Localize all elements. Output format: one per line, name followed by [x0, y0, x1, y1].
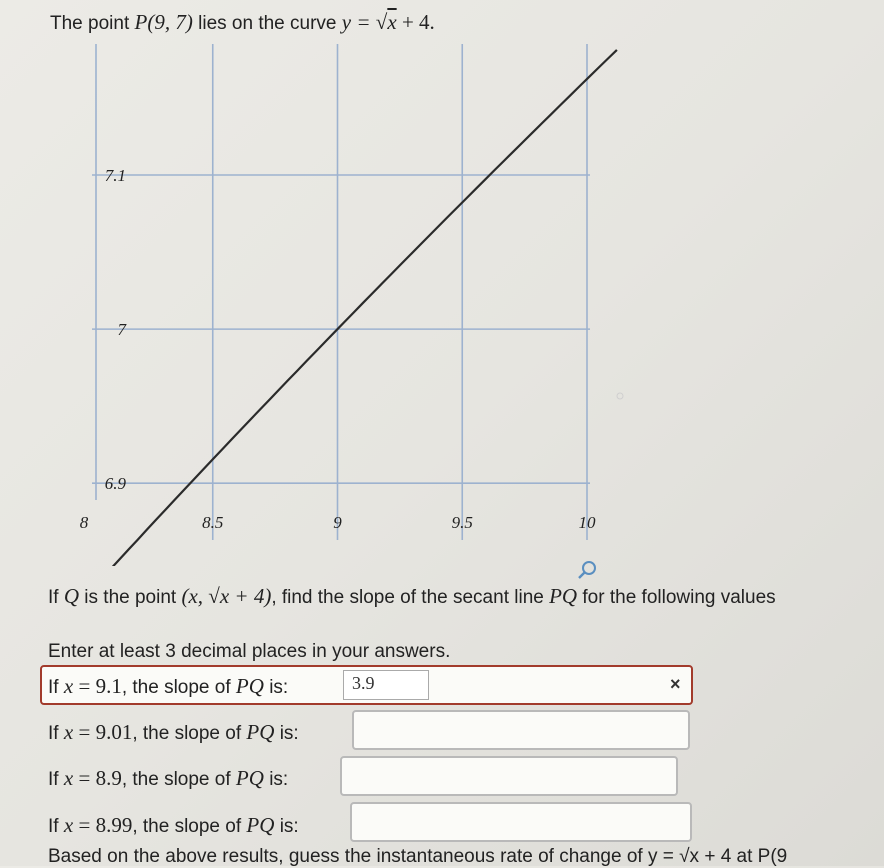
row-1-eq: = — [78, 674, 91, 698]
row-4-value: 8.99 — [95, 813, 133, 837]
header-middle: lies on the curve — [198, 13, 337, 34]
row-2-prefix: If — [48, 723, 59, 744]
row-4-prefix: If — [48, 816, 59, 837]
row-1-var: x — [63, 674, 74, 698]
row-1-prefix: If — [48, 677, 59, 698]
row-1-pq: PQ — [235, 674, 264, 698]
question-q: Q — [63, 584, 80, 608]
row-3-is: is: — [269, 769, 289, 790]
row-4-var: x — [63, 813, 74, 837]
row-3-prefix: If — [48, 769, 59, 790]
header-point: P(9, 7) — [134, 10, 193, 34]
row-2-is: is: — [279, 723, 299, 744]
row-3-suffix: , the slope of — [121, 769, 231, 790]
slope-input-row-3[interactable] — [340, 756, 678, 796]
row-3-pq: PQ — [235, 766, 264, 790]
row-2-eq: = — [78, 720, 91, 744]
y-tick-label-7.1: 7.1 — [104, 166, 126, 185]
y-tick-label-6.9: 6.9 — [104, 474, 126, 494]
row-4-is: is: — [279, 816, 299, 837]
row-2-value: 9.01 — [95, 720, 133, 744]
curve-line — [53, 50, 617, 566]
row-4-suffix: , the slope of — [132, 816, 242, 837]
x-tick-label-10: 10 — [578, 513, 596, 532]
row-3-eq: = — [78, 766, 91, 790]
slope-input-row-1[interactable]: 3.9 — [343, 670, 429, 700]
sqrt-sign: √ — [375, 10, 388, 34]
question-tail: for the following values — [582, 587, 776, 608]
instructions: Enter at least 3 decimal places in your answers. — [48, 641, 451, 662]
curve-lhs: y = — [341, 10, 371, 34]
row-2-suffix: , the slope of — [132, 723, 242, 744]
row-3-var: x — [63, 766, 74, 790]
answer-row-2-label — [48, 720, 299, 745]
row-2-pq: PQ — [246, 720, 275, 744]
magnifier-icon[interactable] — [577, 559, 599, 581]
x-tick-label-9: 9 — [333, 513, 342, 532]
row-1-suffix: , the slope of — [121, 677, 231, 698]
question-line — [48, 584, 776, 609]
slope-input-row-2[interactable] — [352, 710, 690, 750]
row-4-eq: = — [78, 813, 91, 837]
answer-row-1-label — [48, 674, 288, 699]
curve-sqrt-arg: x — [387, 10, 397, 34]
x-tick-label-8.5: 8.5 — [202, 513, 224, 532]
x-tick-label-9.5: 9.5 — [451, 513, 473, 532]
curve-rest: + 4. — [401, 10, 435, 34]
row-4-pq: PQ — [246, 813, 275, 837]
question-middle: is the point — [84, 587, 177, 608]
graph-faint-dot — [617, 393, 623, 399]
answer-row-4-label — [48, 813, 299, 838]
question-rest: , find the slope of the secant line — [271, 587, 544, 608]
incorrect-mark-icon: × — [670, 674, 681, 694]
row-2-var: x — [63, 720, 74, 744]
footer-question: Based on the above results, guess the instantaneous rate of change of y = √x + 4 at P(9 — [48, 846, 788, 867]
row-3-value: 8.9 — [95, 766, 122, 790]
answer-row-3-label — [48, 766, 288, 791]
y-tick-label-7: 7 — [117, 320, 126, 340]
row-1-is: is: — [269, 677, 289, 698]
question-intro: If — [48, 587, 59, 608]
header-prefix: The point — [50, 13, 130, 34]
row-1-value: 9.1 — [95, 674, 122, 698]
slope-input-row-4[interactable] — [350, 802, 692, 842]
x-tick-label-8: 8 — [79, 513, 89, 532]
question-point: (x, √x + 4) — [181, 584, 272, 608]
question-pq: PQ — [549, 584, 578, 608]
